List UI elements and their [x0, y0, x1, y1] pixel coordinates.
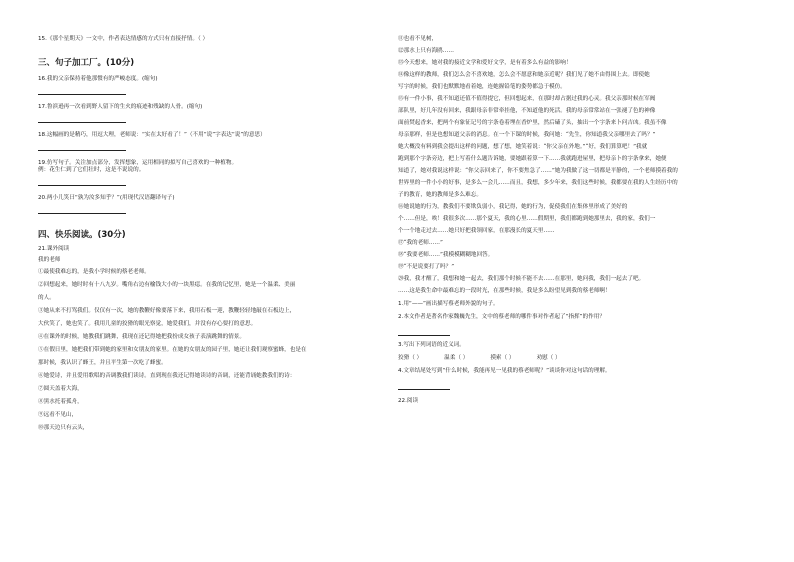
passage-line: ⑤在假日里，她把我们带到她的家里和女朋友的家里。在她的女朋友的园子里，她还让我们观察蜜蜂，也是在 — [38, 347, 307, 353]
passage-left — [38, 269, 388, 432]
synonym-item[interactable]: 狡猾（ ） — [398, 355, 423, 361]
question-16: 16.我的父亲保持着他那惯有的严峻态度。(缩句) — [38, 76, 158, 82]
question-18: 18.这幅画的是精巧，用逗大理，老师说：“实在太好看了！”（不用“说”字表达“说”的意思） — [38, 132, 266, 138]
synonym-row — [398, 355, 748, 362]
passage-line: 子的教育，她的教师是多么难忘。 — [398, 192, 482, 198]
passage-line: ⑳我，我才醒了，我想和她一起去，我们那个时候不能不去……在那里，她问我，我们一起去了吧。 — [398, 276, 645, 282]
passage-line: ⑫那水上只有海鸥…… — [398, 48, 454, 54]
passage-line: 面前焚起香来，把两个有象征记号的字条卷着埋在香炉里，然后磕了头，抽出一个字条来卜问吉凶。我虽不像 — [398, 120, 667, 126]
passage-line: 大伙笑了，她也笑了。我用儿童的狡猾的眼光察觉，她爱我们，并没有存心要打的意思。 — [38, 321, 257, 327]
passage-line: ⑮有一件小事，我不知道还值不值得提它，但回想起来，在那时却占据过我的心灵。我父亲那时候在军阀 — [398, 96, 656, 102]
passage-line: ②回想起来，她时时有十八九岁。嘴角右边有榆钱大小的一块黑痣。在我的记忆里，她是一个温柔、美丽 — [38, 282, 296, 288]
passage-line: ⑧黑水托着孤舟， — [38, 399, 83, 405]
question-15: 15.《那个星期天》一文中，作者表达情感的方式只有直接抒情。（ ） — [38, 36, 209, 42]
section-3-title: 三、句子加工厂。(10分) — [38, 58, 135, 68]
question-19-example: 例：花生仁到了它们壮时，这是不说说的。 — [38, 167, 145, 173]
passage-line: ……这是我生命中最难忘的一段时光，在那些时候，我是多么盼望见到我的蔡老师啊！ — [398, 288, 611, 294]
question-17: 17.鲁滨逊再一次看到野人留下的生火的痕迹和残缺的人骨。(缩句) — [38, 104, 203, 110]
reading-question-2: 2.本文作者是著名作家魏巍先生，文中的蔡老师的哪件事对作者起了“指挥”的作用？ — [398, 314, 605, 320]
passage-line: ⑨远看不见山， — [38, 412, 78, 418]
passage-line: ⑬今天想来，她对我的接近文学和爱好文学，是有着多么有益的影响！ — [398, 60, 572, 66]
passage-line: 她大概没有料到我会提出这样的问题，想了想，她笑着说：“你父亲在外地。”“好，我们算算吧！”我就 — [398, 144, 648, 150]
passage-line: 知道了，她对我说这样说：“你父亲回来了，你不要焦急了……”她为我做了这一切都是平静的，一个老师摸着我的 — [398, 168, 678, 174]
passage-line: ⑯她说她的行为，教我们不要欺负弱小，我记得，她的行为，促使我们在集体里形成了美好的 — [398, 204, 628, 210]
reading-question-3: 3.写出下列词语的近义词。 — [398, 342, 465, 348]
passage-line: ⑥她爱诗，并且爱用歌唱的音调教我们读诗。直到现在我还记得她读诗的音调，还能背诵她教我们的诗： — [38, 373, 296, 379]
passage-line: ⑰“我的老师……” — [398, 240, 443, 246]
passage-line: ⑭像这样的教师，我们怎么会不喜欢她，怎么会不愿意和她亲近呢？我们见了她不由得围上去。即使她 — [398, 72, 650, 78]
answer-line-19[interactable] — [38, 180, 126, 186]
question-19: 19.仿写句子。关注加点部分，发挥想象，运用相同的拟写自己喜欢的一种植物。 — [38, 160, 238, 166]
answer-line-r4[interactable] — [398, 384, 450, 390]
answer-line-16[interactable] — [38, 89, 126, 95]
passage-line: ⑦圆天盖着大海， — [38, 386, 83, 392]
passage-line: 个……但是，唉！我很多次……那个夏天，我的心里……假期里，我们都跑到她那里去，我的家，我们一 — [398, 216, 656, 222]
answer-line-20[interactable] — [38, 208, 126, 214]
passage-line: ③她从来不打骂我们。仅仅有一次，她的教鞭好像要落下来，我用石板一迎，教鞭轻轻地敲在石板边上， — [38, 308, 296, 314]
passage-title: 我的老师 — [38, 257, 61, 263]
question-21-label: 21.课外阅读 — [38, 246, 70, 252]
passage-line: ④在课外的时候，她教我们跳舞，我现在还记得她把我扮成女孩子表演跳舞的情景。 — [38, 334, 245, 340]
question-20: 20.两小儿笑曰“孰为汝多知乎？”(用现代汉语翻译句子) — [38, 195, 175, 201]
passage-line: 那时候，我认识了蜂王，并且平生第一次吃了蜂蜜。 — [38, 360, 167, 366]
section-4-title: 四、快乐阅读。(30分) — [38, 230, 126, 240]
question-22-label: 22.阅读 — [398, 398, 419, 404]
passage-line: ⑩那天边只有云头， — [38, 425, 89, 431]
passage-line: ⑪也看不见树， — [398, 36, 438, 42]
passage-line: 跑到那个字条旁边，把上写着什么题告诉她，要她跟着算一下……我就跑进屋里，把母亲卜的字条拿来，她便 — [398, 156, 667, 162]
passage-line: 的人。 — [38, 295, 55, 301]
passage-line: 个一个地走过去……她只好把我领回家，在那漫长的夏天里…… — [398, 228, 555, 234]
answer-line-r2[interactable] — [398, 330, 450, 336]
left-column — [38, 36, 388, 432]
passage-line: ①最使我难忘的，是我小学时候的蔡老老师。 — [38, 269, 150, 275]
reading-question-4: 4.文章结尾处写到“什么时候，我能再见一见我的蔡老师呢？”谈谈你对这句话的理解。 — [398, 368, 611, 374]
answer-line-18[interactable] — [38, 145, 126, 151]
passage-line: ⑱“我要老师……”我模模糊糊地回答。 — [398, 252, 494, 258]
passage-line: 母亲那样，但是也想知道父亲的消息。在一个下课的时候，我问她：“先生，你知道我父亲哪里去了吗？” — [398, 132, 656, 138]
synonym-item[interactable]: 摸索（ ） — [490, 355, 515, 361]
answer-line-17[interactable] — [38, 117, 126, 123]
passage-line: 部队里，好几年没有回来，我跟母亲非常牵挂他，不知道他的死活。我的母亲常常站在一张褪了色的神像 — [398, 108, 656, 114]
synonym-item[interactable]: 劝慰（ ） — [536, 355, 561, 361]
passage-line: 世界里的一件小小的好事，是多么一会儿……而且，我想，多少年来，我们这些时候，我都要在我的人生经历中的 — [398, 180, 678, 186]
synonym-item[interactable]: 温柔（ ） — [444, 355, 469, 361]
passage-line: 写字的时候，我们也默默地看着她，连她握铅笔的姿势都急于模仿。 — [398, 84, 566, 90]
right-column — [398, 36, 748, 405]
reading-question-1: 1.用“——”画出描写蔡老师外貌的句子。 — [398, 301, 499, 307]
passage-right — [398, 36, 748, 295]
passage-line: ⑲“不是说要打了吗？” — [398, 264, 455, 270]
